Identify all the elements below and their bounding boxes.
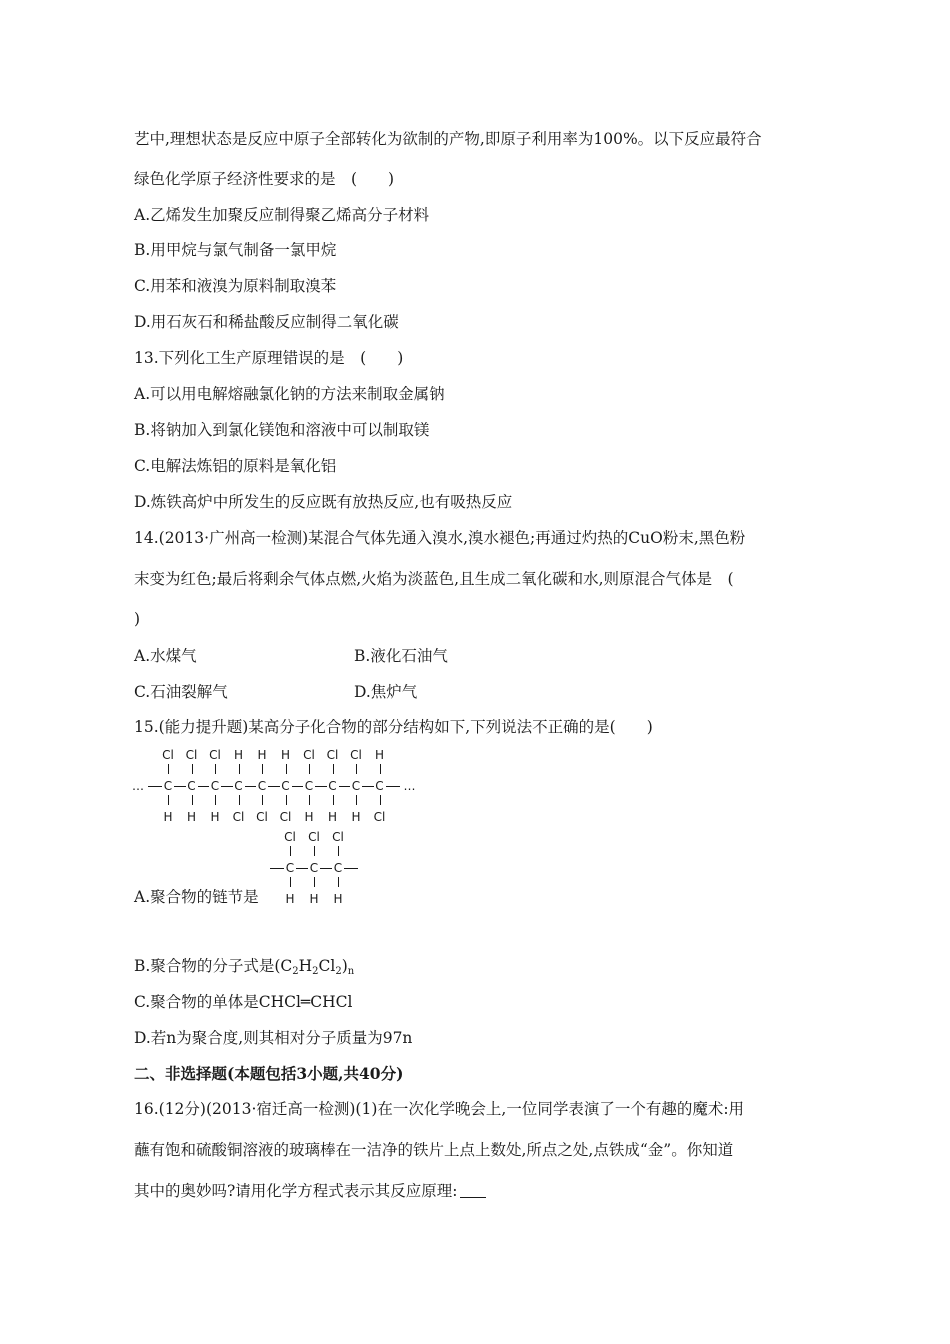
atom-label: Cl: [256, 810, 268, 824]
bond-vertical: [262, 764, 263, 774]
bond-vertical: [309, 795, 310, 805]
bond-vertical: [192, 795, 193, 805]
bond-vertical: [290, 877, 291, 887]
bond-vertical: [309, 764, 310, 774]
bond-vertical: [239, 764, 240, 774]
bond-vertical: [192, 764, 193, 774]
subscript: 2: [312, 966, 319, 977]
text-line: 艺中,理想状态是反应中原子全部转化为欲制的产物,即原子利用率为100%。以下反应最符合: [134, 130, 762, 148]
atom-label: Cl: [232, 810, 245, 824]
carbon-atom: C: [187, 779, 196, 793]
carbon-atom: C: [328, 779, 337, 793]
bond-vertical: [262, 795, 263, 805]
option-b: B.将钠加入到氯化镁饱和溶液中可以制取镁: [134, 421, 430, 439]
formula-text: B.聚合物的分子式是(C: [134, 957, 293, 975]
polymer-structure: [132, 748, 422, 824]
atom-label: Cl: [162, 748, 174, 762]
repeat-unit-structure: [264, 830, 364, 906]
bond-horizontal: [148, 786, 162, 787]
section-heading: 二、非选择题(本题包括3小题,共40分): [134, 1064, 404, 1083]
bond-horizontal: [344, 868, 358, 869]
atom-label: H: [309, 892, 319, 906]
text-line: 绿色化学原子经济性要求的是 ( ): [134, 170, 395, 188]
atom-label: H: [374, 748, 385, 762]
carbon-atom: C: [210, 779, 220, 793]
atom-label: H: [285, 892, 295, 906]
option-c: C.用苯和液溴为原料制取溴苯: [134, 277, 337, 295]
formula-text: Cl: [318, 957, 336, 975]
chain-continuation: …: [132, 779, 144, 793]
bond-vertical: [314, 846, 315, 856]
bond-vertical: [215, 795, 216, 805]
atom-label: Cl: [373, 810, 386, 824]
option-a: A.聚合物的链节是: [134, 888, 259, 906]
atom-label: Cl: [332, 830, 344, 844]
subscript: n: [347, 966, 355, 977]
carbon-atom: C: [163, 779, 173, 793]
option-d: D.用石灰石和稀盐酸反应制得二氧化碳: [134, 313, 399, 331]
question-13: 13.下列化工生产原理错误的是 ( ): [134, 349, 404, 367]
bond-vertical: [168, 795, 169, 805]
option-a: A.可以用电解熔融氯化钠的方法来制取金属钠: [134, 385, 445, 403]
subscript: 2: [292, 966, 299, 977]
atom-label: Cl: [308, 830, 320, 844]
bond-vertical: [333, 795, 334, 805]
question-14: 14.(2013·广州高一检测)某混合气体先通入溴水,溴水褪色;再通过灼热的CuO粉末,黑色粉: [134, 529, 746, 547]
option-a: A.水煤气: [134, 647, 197, 665]
atom-label: H: [280, 748, 291, 762]
bond-vertical: [290, 846, 291, 856]
atom-label: H: [327, 810, 338, 824]
option-a: A.乙烯发生加聚反应制得聚乙烯高分子材料: [134, 206, 430, 224]
option-b: B.液化石油气: [354, 647, 448, 665]
option-b: B.用甲烷与氯气制备一氯甲烷: [134, 241, 337, 259]
option-d: D.焦炉气: [354, 683, 418, 701]
atom-label: Cl: [185, 748, 198, 762]
bond-vertical: [338, 877, 339, 887]
atom-label: H: [333, 892, 343, 906]
atom-label: H: [186, 810, 197, 824]
carbon-atom: C: [304, 779, 314, 793]
subscript: 2: [335, 966, 342, 977]
formula-text: H: [298, 957, 313, 975]
bond-vertical: [314, 877, 315, 887]
carbon-atom: C: [285, 861, 295, 875]
option-c: C.聚合物的单体是CHCl═CHCl: [134, 993, 353, 1011]
atom-label: Cl: [209, 748, 221, 762]
bond-vertical: [380, 764, 381, 774]
text-line: 其中的奥妙吗?请用化学方程式表示其反应原理:: [134, 1182, 458, 1200]
carbon-atom: C: [234, 779, 243, 793]
bond-horizontal: [270, 868, 284, 869]
option-d: D.炼铁高炉中所发生的反应既有放热反应,也有吸热反应: [134, 493, 513, 511]
atom-label: H: [210, 810, 220, 824]
option-b: [134, 955, 354, 983]
option-d: D.若n为聚合度,则其相对分子质量为97n: [134, 1029, 413, 1047]
atom-label: H: [163, 810, 173, 824]
atom-label: H: [233, 748, 244, 762]
atom-label: Cl: [279, 810, 292, 824]
text-line: ): [134, 610, 141, 628]
atom-label: H: [257, 748, 267, 762]
carbon-atom: C: [333, 861, 343, 875]
option-c: C.石油裂解气: [134, 683, 228, 701]
bond-vertical: [333, 764, 334, 774]
question-15: 15.(能力提升题)某高分子化合物的部分结构如下,下列说法不正确的是( ): [134, 718, 653, 736]
text-line: 蘸有饱和硫酸铜溶液的玻璃棒在一洁净的铁片上点上数处,所点之处,点铁成“金”。你知道: [134, 1141, 734, 1159]
atom-label: Cl: [303, 748, 315, 762]
carbon-atom: C: [375, 779, 384, 793]
bond-vertical: [215, 764, 216, 774]
atom-label: H: [351, 810, 361, 824]
formula-text: ): [341, 957, 348, 975]
text-line: [134, 1180, 486, 1202]
answer-blank: [460, 1183, 486, 1198]
bond-vertical: [239, 795, 240, 805]
bond-vertical: [168, 764, 169, 774]
question-16: 16.(12分)(2013·宿迁高一检测)(1)在一次化学晚会上,一位同学表演了一个有趣的魔术:用: [134, 1100, 745, 1118]
carbon-atom: C: [351, 779, 361, 793]
carbon-atom: C: [281, 779, 290, 793]
carbon-atom: C: [309, 861, 319, 875]
option-c: C.电解法炼铝的原料是氧化铝: [134, 457, 337, 475]
atom-label: H: [304, 810, 314, 824]
atom-label: Cl: [326, 748, 339, 762]
bond-vertical: [356, 795, 357, 805]
bond-vertical: [380, 795, 381, 805]
carbon-atom: C: [257, 779, 267, 793]
text-line: 末变为红色;最后将剩余气体点燃,火焰为淡蓝色,且生成二氧化碳和水,则原混合气体是 (: [134, 570, 734, 588]
bond-vertical: [356, 764, 357, 774]
bond-vertical: [338, 846, 339, 856]
bond-vertical: [286, 764, 287, 774]
atom-label: Cl: [284, 830, 296, 844]
bond-vertical: [286, 795, 287, 805]
atom-label: Cl: [350, 748, 362, 762]
chain-continuation: …: [403, 779, 416, 793]
